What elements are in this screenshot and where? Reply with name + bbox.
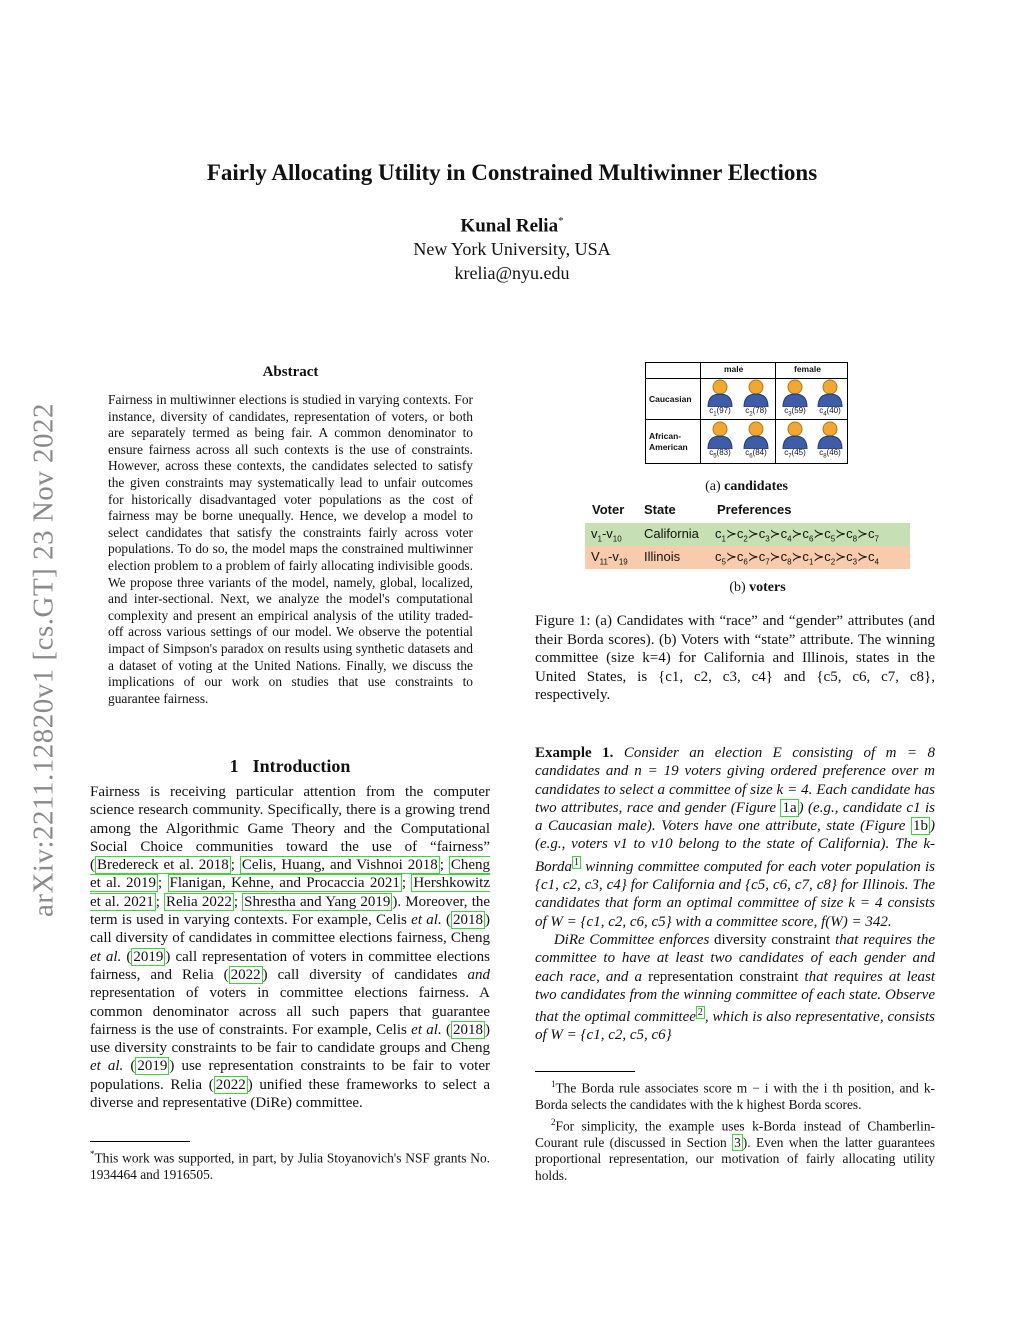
- abstract-text: Fairness in multiwinner elections is studied in varying contexts. For instance, diversity of candidates, representation of voters, or both are separately termed as being fair. A common denominator to ensure fairness across all such contexts is the use of constraints. However, across these contexts, the candidates selected to satisfy the given constraints may systematically lead to unfair outcomes for historically disadvantaged voter populations as the cost of fairness may be borne unequally. Hence, we develop a model to select candidates that satisfy the constraints fairly across voter populations. To do so, the model maps the constrained multiwinner election problem to a problem of fairly allocating indivisible goods. We propose three variants of the model, namely, global, localized, and inter-sectional. Next, we analyze the model's computational complexity and present an empirical analysis of the utility traded-off across various settings of our model. We observe the potential impact of Simpson's paradox on results using synthetic datasets and a dataset of voting at the United Nations. Finally, we discuss the implications of our work on studies that use constraints to guarantee fairness.: [108, 392, 473, 706]
- arxiv-id: arXiv:2211.12820v1 [cs.GT] 23 Nov 2022: [27, 402, 60, 918]
- candidate-c8: [811, 421, 849, 461]
- footnote-1: $^1$The Borda rule associates score m − i with the i th position, and k-Borda selects the candidates with the k highest Borda scores.: [535, 1079, 935, 1113]
- citation-link[interactable]: Shrestha and Yang 2019: [244, 893, 391, 910]
- candidate-label: $c_1(97)$: [709, 406, 731, 418]
- citation-link[interactable]: Hershkowitz et al. 2021: [90, 875, 490, 910]
- voters-row-illinois: [585, 546, 910, 569]
- citation-link[interactable]: Bredereck et al. 2018: [97, 857, 229, 874]
- subcaption-b: (b) voters: [729, 580, 786, 595]
- header-female: female: [794, 364, 821, 374]
- affiliation: New York University, USA: [413, 239, 611, 259]
- candidate-label: $c_3(59)$: [784, 406, 806, 418]
- footnote-rule: [535, 1071, 635, 1072]
- candidate-label: $c_4(40)$: [819, 406, 841, 418]
- candidate-label: $c_5(83)$: [709, 448, 731, 460]
- candidate-c5: [701, 421, 739, 461]
- voter-state: Illinois: [644, 549, 681, 564]
- paper-title: Fairly Allocating Utility in Constrained Multiwinner Elections: [206, 160, 818, 185]
- email: krelia@nyu.edu: [454, 263, 570, 283]
- candidates-table: [645, 362, 848, 464]
- citation-link[interactable]: 2018: [453, 1021, 484, 1038]
- citation-link[interactable]: Flanigan, Kehne, and Procaccia 2021: [169, 875, 400, 892]
- voters-row-california: [585, 523, 910, 546]
- preference-order: $c_5≻c_6≻c_7≻c_8≻c_1≻c_2≻c_3≻c_4$: [715, 549, 879, 567]
- voter-range: $v_1-v_{10}$: [591, 526, 622, 544]
- footnotes-right: [535, 1076, 935, 1185]
- citation-link[interactable]: 2018: [453, 912, 483, 929]
- figure-ref-link[interactable]: 1b: [913, 818, 929, 835]
- citation-link[interactable]: Celis, Huang, and Vishnoi 2018: [241, 857, 438, 874]
- candidate-c3: [776, 379, 814, 419]
- voter-range: $V_{11}-v_{19}$: [591, 549, 628, 567]
- example-text: Example 1. Consider an election E consisting of m = 8 candidates and n = 19 voters giving ordered preference over m candidates to select a committee of size k = 4. Each candidate has two attributes, race and gender (Figure 1a ) (e.g., candidate c1 is a Caucasian male). Voters have one attribute, state (Figure 1b ) (e.g., voters v1 to v10 belong to the state of California). The k-Borda $^1$ winning committee computed for each voter population is {c1, c2, c3, c4} for California and {c5, c6, c7, c8} for Illinois. The candidates that form an optimal committee of size k = 4 consists of W = {c1, c2, c6, c5} with a committee score, f(W) = 342. DiRe Committee enforces diversity constraint that requires the committee to have at least two candidates of each gender and each race, and a representation constraint that requires at least two candidates from the winning committee of each state. Observe that the optimal committee $^2$ , which is also representative, consists of W = {c1, c2, c5, c6}: [535, 745, 936, 1044]
- citation-link[interactable]: 2022: [230, 966, 261, 983]
- voters-header-voter: Voter: [592, 502, 625, 517]
- footnote-funding: *This work was supported, in part, by Julia Stoyanovich's NSF grants No. 1934464 and 1916505.: [90, 1149, 490, 1183]
- voters-header-state: State: [644, 502, 676, 517]
- section-heading-introduction: 1 Introduction: [229, 756, 351, 776]
- introduction-text: Fairness is receiving particular attention from the computer science research community. Specifically, there is a growing trend among the Algorithmic Game Theory and the Computational Social Choice communities toward the use of “fairness” ( Bredereck et al. 2018 ; Celis, Huang, and Vishnoi 2018 ; Cheng et al. 2019 ; Flanigan, Kehne, and Procaccia 2021 ; Hershkowitz et al. 2021 ; Relia 2022 ; Shrestha and Yang 2019 ). Moreover, the term is used in varying contexts. For example, Celis et al. ( 2018 ) call diversity of candidates in committee elections fairness, Cheng et al. ( 2019 ) call representation of voters in committee elections fairness, and Relia ( 2022 ) call diversity of candidates and representation of voters in committee elections fairness. A common denominator across all such papers that guarantee fairness is the use of constraints. For example, Celis et al. ( 2018 ) use diversity constraints to be fair to candidate groups and Cheng et al. ( 2019 ) use representation constraints to be fair to voter populations. Relia ( 2022 ) unified these frameworks to select a diverse and representative (DiRe) committee.: [90, 784, 491, 1112]
- citation-link[interactable]: 2019: [133, 948, 164, 965]
- preference-order: $c_1≻c_2≻c_3≻c_4≻c_6≻c_5≻c_8≻c_7$: [715, 526, 879, 544]
- row-label-caucasian: Caucasian: [649, 394, 692, 404]
- footnote-ref-link[interactable]: 1: [573, 856, 579, 868]
- footnote-2: $^2$For simplicity, the example uses k-Borda instead of Chamberlin-Courant rule (discussed in Section 3 ). Even when the latter guarantees proportional representation, our motivation of fairly allocating utility holds.: [535, 1116, 935, 1183]
- candidate-c6: [737, 421, 775, 461]
- candidate-c1: [701, 379, 739, 419]
- figure-caption: Figure 1: (a) Candidates with “race” and “gender” attributes (and their Borda scores). (b) Voters with “state” attribute. The winning committee (size k=4) for California and Illinois, states in the United States, is {c1, c2, c3, c4} and {c5, c6, c7, c8}, respectively.: [535, 613, 935, 703]
- candidate-c4: [811, 379, 849, 419]
- citation-link[interactable]: 2022: [215, 1076, 246, 1093]
- candidate-c7: [776, 421, 814, 461]
- section-ref-link[interactable]: 3: [734, 1134, 741, 1150]
- arxiv-stamp: [24, 350, 64, 970]
- subcaption-a: (a) candidates: [705, 479, 788, 494]
- candidate-label: $c_7(45)$: [784, 448, 806, 460]
- citation-link[interactable]: Relia 2022: [166, 893, 232, 910]
- abstract-heading: Abstract: [262, 364, 319, 380]
- voters-header-preferences: Preferences: [717, 502, 792, 517]
- candidate-label: $c_6(84)$: [745, 448, 767, 460]
- candidate-c2: [737, 379, 775, 419]
- candidate-label: $c_8(46)$: [819, 448, 841, 460]
- row-label-african: African-: [649, 431, 682, 441]
- header-male: male: [724, 364, 744, 374]
- figure-ref-link[interactable]: 1a: [782, 799, 797, 816]
- candidate-label: $c_2(78)$: [745, 406, 767, 418]
- citation-link[interactable]: 2019: [137, 1058, 168, 1075]
- voter-state: California: [644, 526, 699, 541]
- footnote-ref-link[interactable]: 2: [697, 1007, 703, 1019]
- author-name: Kunal Relia*: [460, 215, 564, 237]
- citation-link[interactable]: Cheng et al. 2019: [90, 857, 491, 892]
- row-label-american: American: [649, 442, 688, 452]
- footnote-rule: [90, 1141, 190, 1142]
